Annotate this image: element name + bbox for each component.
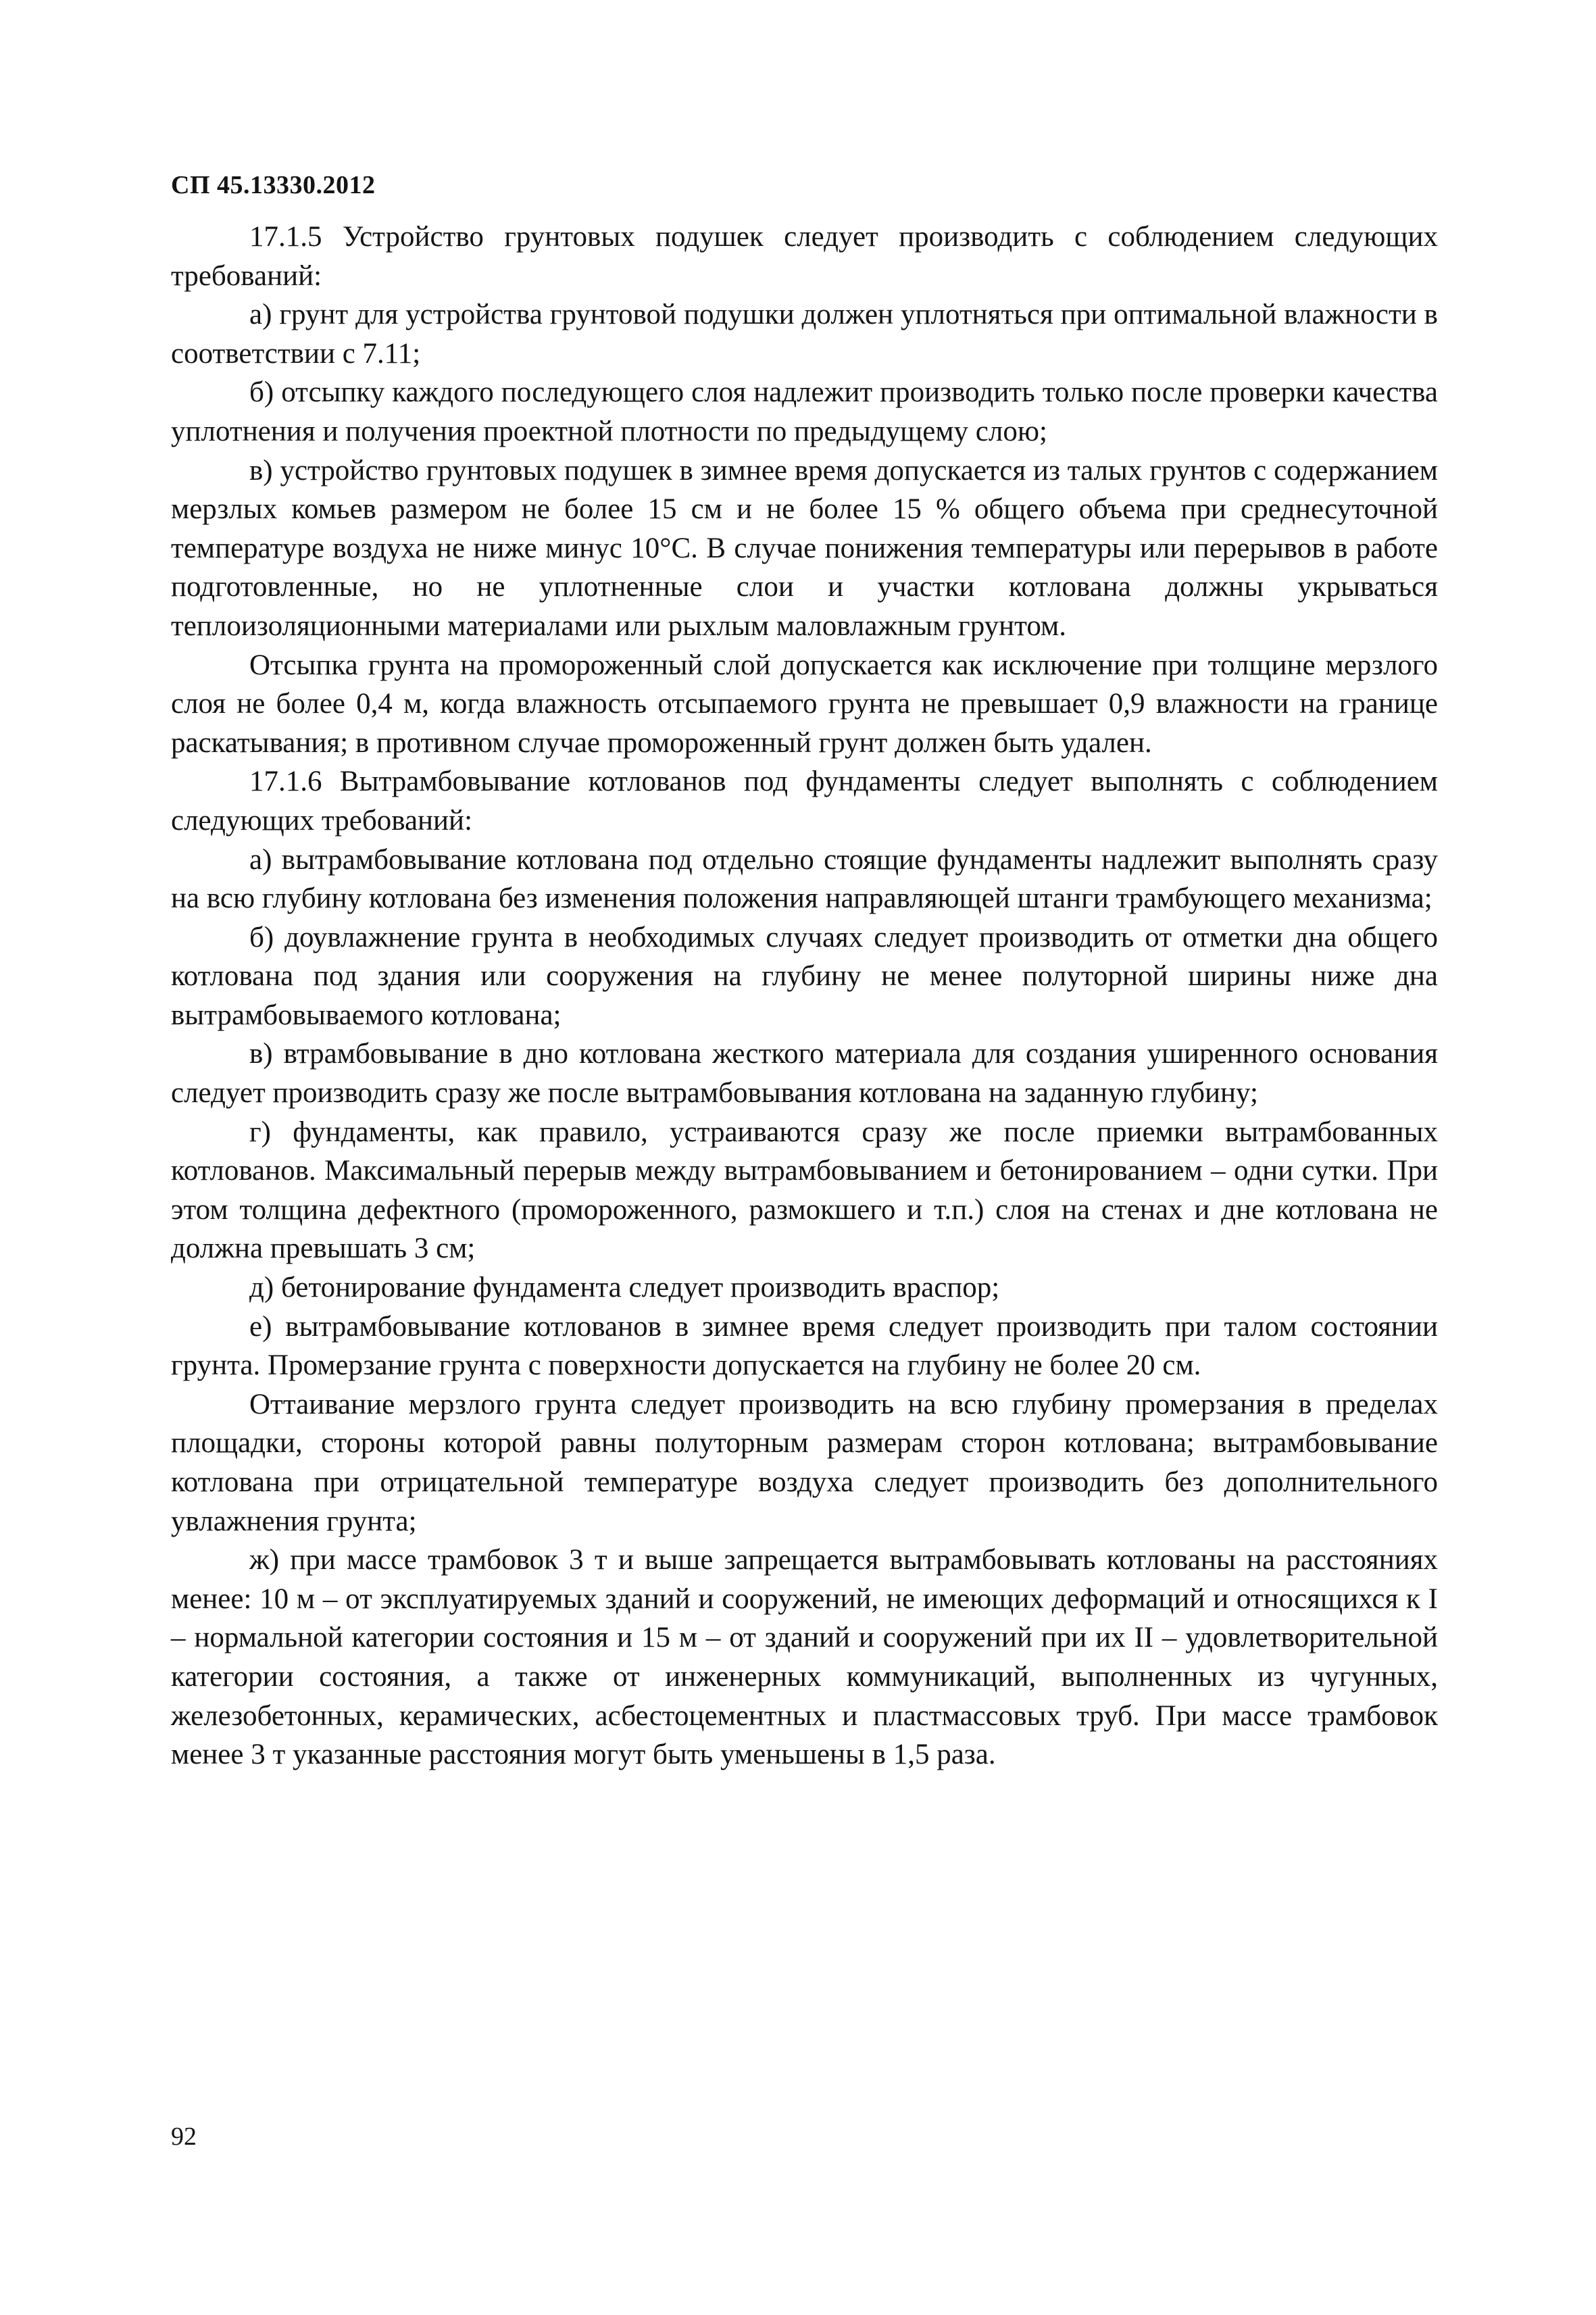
paragraph-item-v: в) устройство грунтовых подушек в зимнее время допускается из талых грунтов с содержанием мерзлых комьев размером не более 15 см и не более 15 % общего объема при среднесуточной температуре воздуха не ниже минус 10°С. В случае понижения температуры или перерывов в работе подготовленные, но не уплотненные слои и участки котлована должны укрываться теплоизоляционными материалами или рыхлым маловлажным грунтом. (171, 454, 1438, 642)
paragraph-item-zh: ж) при массе трамбовок 3 т и выше запрещается вытрамбовывать котлованы на расстояниях менее: 10 м – от эксплуатируемых зданий и сооружений, не имеющих деформаций и относящихся к I – нормальной категории состояния и 15 м – от зданий и сооружений при их II – удовлетворительной категории состояния, а также от инженерных коммуникаций, выполненных из чугунных, железобетонных, керамических, асбестоцементных и пластмассовых труб. При массе трамбовок менее 3 т указанные расстояния могут быть уменьшены в 1,5 раза. (171, 1544, 1438, 1771)
paragraph-item-e: е) вытрамбовывание котлованов в зимнее время следует производить при талом состоянии грунта. Промерзание грунта с поверхности допускается на глубину не более 20 см. (171, 1310, 1438, 1382)
paragraph-item-g: г) фундаменты, как правило, устраиваются сразу же после приемки вытрамбованных котлованов. Максимальный перерыв между вытрамбовыванием и бетонированием – одни сутки. При этом толщина дефектного (промороженного, размокшего и т.п.) слоя на стенах и дне котлована не должна превышать 3 см; (171, 1116, 1438, 1265)
page-number: 92 (171, 2122, 197, 2151)
paragraph-thawing: Оттаивание мерзлого грунта следует производить на всю глубину промерзания в пределах площадки, стороны которой равны полуторным размерам сторон котлована; вытрамбовывание котлована при отрицательной температуре воздуха следует производить без дополнительного увлажнения грунта; (171, 1388, 1438, 1537)
document-body (171, 218, 1438, 1774)
paragraph-17-1-6: 17.1.6 Вытрамбовывание котлованов под фундаменты следует выполнять с соблюдением следующих требований: (171, 766, 1438, 837)
paragraph-item-b: б) отсыпку каждого последующего слоя надлежит производить только после проверки качества уплотнения и получения проектной плотности по предыдущему слою; (171, 376, 1438, 447)
paragraph-item-b-2: б) доувлажнение грунта в необходимых случаях следует производить от отметки дна общего котлована под здания или сооружения на глубину не менее полуторной ширины ниже дна вытрамбовываемого котлована; (171, 921, 1438, 1031)
paragraph-item-a-2: а) вытрамбовывание котлована под отдельно стоящие фундаменты надлежит выполнять сразу на всю глубину котлована без изменения положения направляющей штанги трамбующего механизма; (171, 843, 1438, 915)
paragraph-item-a: а) грунт для устройства грунтовой подушки должен уплотняться при оптимальной влажности в соответствии с 7.11; (171, 299, 1438, 370)
paragraph-frozen-layer: Отсыпка грунта на промороженный слой допускается как исключение при толщине мерзлого слоя не более 0,4 м, когда влажность отсыпаемого грунта не превышает 0,9 влажности на границе раскатывания; в противном случае промороженный грунт должен быть удален. (171, 649, 1438, 759)
document-code: СП 45.13330.2012 (171, 171, 376, 199)
paragraph-item-v-2: в) втрамбовывание в дно котлована жесткого материала для создания уширенного основания следует производить сразу же после вытрамбовывания котлована на заданную глубину; (171, 1038, 1438, 1110)
paragraph-17-1-5: 17.1.5 Устройство грунтовых подушек следует производить с соблюдением следующих требований: (171, 221, 1438, 292)
paragraph-item-d: д) бетонирование фундамента следует производить враспор; (249, 1272, 1000, 1304)
